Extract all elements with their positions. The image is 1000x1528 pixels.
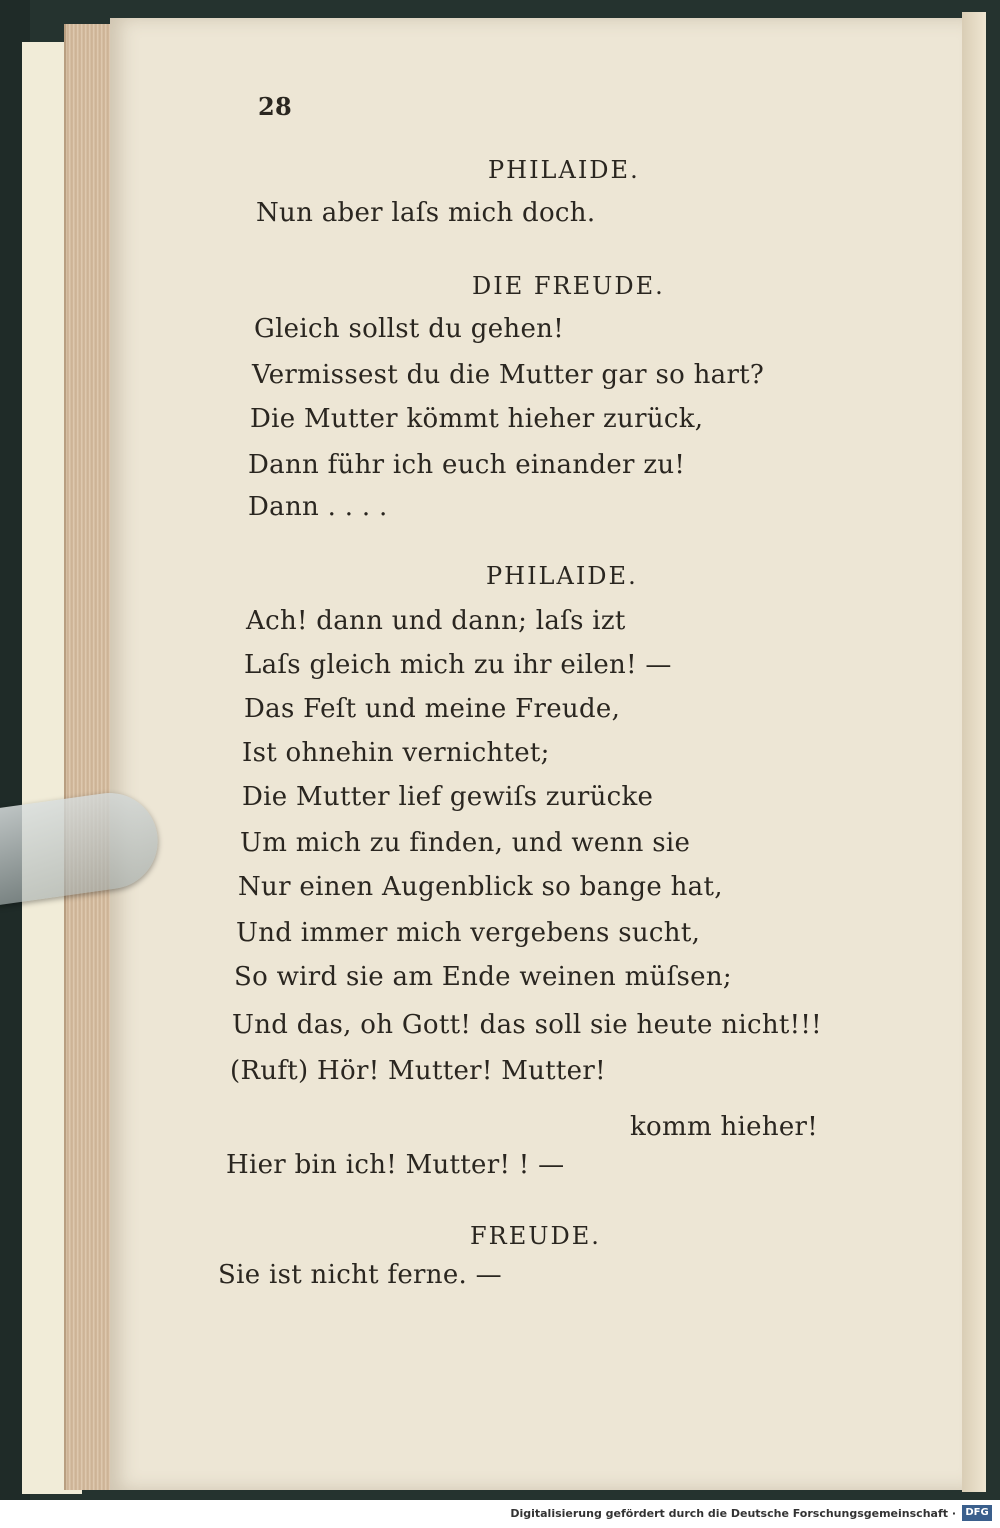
- verse-line: Und das, oh Gott! das soll sie heute nicht!!!: [232, 1010, 822, 1040]
- verse-line: Hier bin ich! Mutter! ! —: [226, 1150, 565, 1180]
- footer-credit: Digitalisierung gefördert durch die Deutsche Forschungsgemeinschaft ·: [510, 1507, 956, 1520]
- verse-line: Dann . . . .: [248, 492, 388, 522]
- verse-line: So wird sie am Ende weinen müſsen;: [234, 962, 732, 992]
- page-number: 28: [258, 92, 292, 121]
- verse-line: Und immer mich vergebens sucht,: [236, 918, 701, 948]
- verse-line: Das Feſt und meine Freude,: [244, 694, 621, 724]
- verse-line: Sie ist nicht ferne. —: [218, 1260, 502, 1290]
- verse-line: Vermissest du die Mutter gar so hart?: [252, 360, 765, 390]
- speaker-label: PHILAIDE.: [486, 562, 638, 590]
- verse-line: Nur einen Augenblick so bange hat,: [238, 872, 723, 902]
- verse-line: Um mich zu finden, und wenn sie: [240, 828, 691, 858]
- page-right-edge: [962, 12, 986, 1492]
- verse-line: komm hieher!: [630, 1112, 819, 1142]
- verse-line: Die Mutter lief gewiſs zurücke: [242, 782, 654, 812]
- verse-line: Ach! dann und dann; laſs izt: [246, 606, 626, 636]
- verse-line: Die Mutter kömmt hieher zurück,: [250, 404, 704, 434]
- dfg-logo: DFG: [962, 1505, 992, 1521]
- speaker-label: DIE FREUDE.: [472, 272, 665, 300]
- verse-line: Gleich sollst du gehen!: [254, 314, 564, 344]
- speaker-label: PHILAIDE.: [488, 156, 640, 184]
- verse-line: (Ruft) Hör! Mutter! Mutter!: [230, 1056, 606, 1086]
- verse-line: Nun aber laſs mich doch.: [256, 198, 596, 228]
- speaker-label: FREUDE.: [470, 1222, 601, 1250]
- verse-line: Laſs gleich mich zu ihr eilen! —: [244, 650, 672, 680]
- verse-line: Dann führ ich euch einander zu!: [248, 450, 686, 480]
- verse-line: Ist ohnehin vernichtet;: [242, 738, 550, 768]
